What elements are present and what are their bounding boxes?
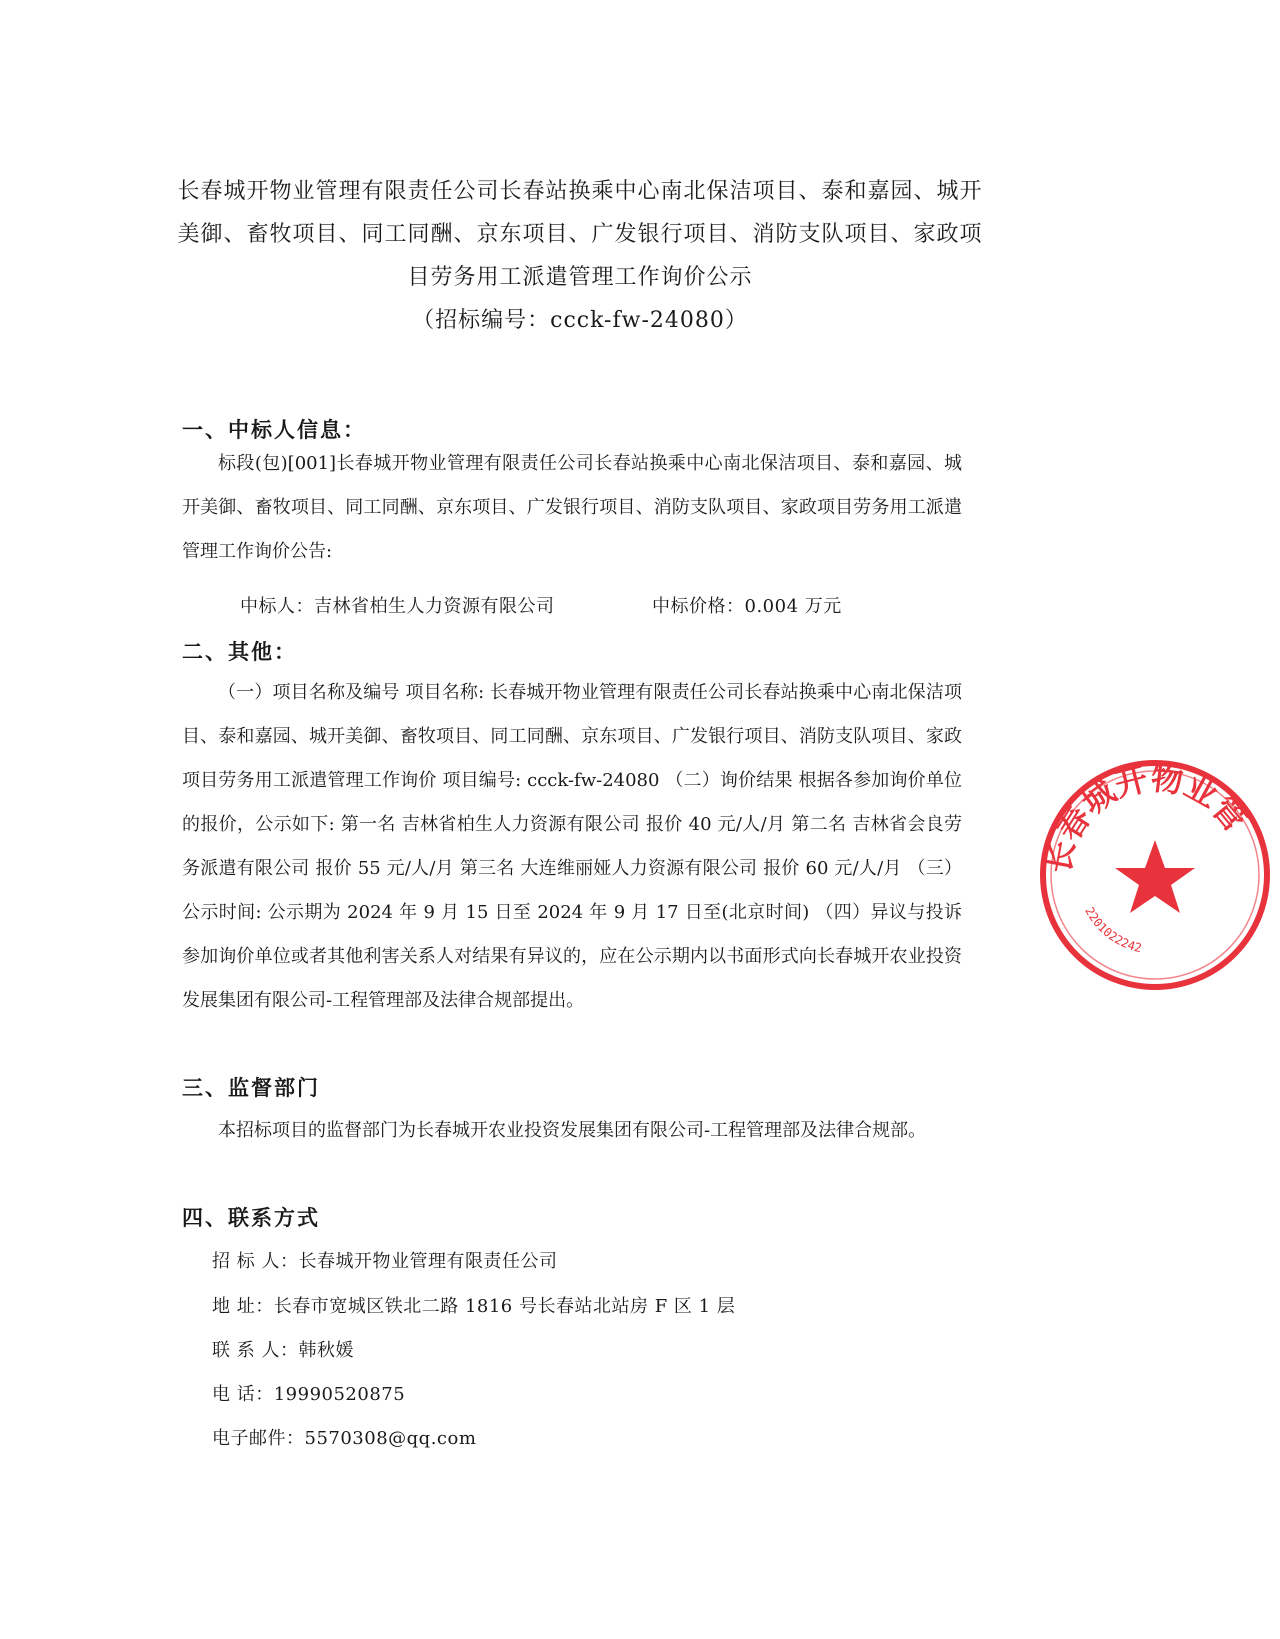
contact-person: 联 系 人：韩秋媛 [212,1340,354,1361]
winner-name: 中标人：吉林省柏生人力资源有限公司 [240,596,555,617]
section-heading-contact: 四、联系方式 [182,1206,320,1230]
title-line-3: 目劳务用工派遣管理工作询价公示 [407,265,753,290]
contact-bidder: 招 标 人：长春城开物业管理有限责任公司 [212,1251,558,1272]
section-heading-other: 二、其他： [182,640,297,664]
other-details: （一）项目名称及编号 项目名称: 长春城开物业管理有限责任公司长春站换乘中心南北保洁项目、泰和嘉园、城开美御、畜牧项目、同工同酬、京东项目、广发银行项目、消防支队项目、家政项目劳务用工派遣管理工作询价 项目编号: ccck-fw-24080 （二）询价结果 根据各参加询价单位的报价，公示如下: 第一名 吉林省柏生人力资源有限公司 报价 40 元/人/月 第二名 吉林省会良劳务派遣有限公司 报价 55 元/人/月 第三名 大连维丽娅人力资源有限公司 报价 60 元/人/月 （三）公示时间: 公示期为 2024 年 9 月 15 日至 2024 年 9 月 17 日至(北京时间) （四）异议与投诉参加询价单位或者其他利害关系人对结果有异议的，应在公示期内以书面形式向长春城开农业投资发展集团有限公司-工程管理部及法律合规部提出。 [182,682,962,1011]
winner-price: 中标价格：0.004 万元 [652,596,842,617]
supervision-text: 本招标项目的监督部门为长春城开农业投资发展集团有限公司-工程管理部及法律合规部。 [218,1120,927,1141]
section-heading-supervision: 三、监督部门 [182,1076,320,1100]
contact-phone: 电 话：19990520875 [212,1384,406,1405]
contact-address: 地 址：长春市宽城区铁北二路 1816 号长春站北站房 F 区 1 层 [212,1296,736,1317]
section-heading-winner: 一、中标人信息： [182,418,366,442]
contact-email: 电子邮件：5570308@qq.com [212,1428,477,1449]
tender-code: （招标编号：ccck-fw-24080） [412,308,748,333]
company-seal [1030,750,1280,1000]
seal-company-text: 长春城开物业管 [1039,758,1254,877]
winner-description: 标段(包)[001]长春城开物业管理有限责任公司长春站换乘中心南北保洁项目、泰和嘉园、城开美御、畜牧项目、同工同酬、京东项目、广发银行项目、消防支队项目、家政项目劳务用工派遣管理工作询价公告: [182,453,962,562]
seal-number: 2201022242 [1082,904,1144,956]
title-line-1: 长春城开物业管理有限责任公司长春站换乘中心南北保洁项目、泰和嘉园、城开 [177,179,983,204]
seal-star-icon [1115,840,1195,913]
document-title [170,170,990,342]
title-line-2: 美御、畜牧项目、同工同酬、京东项目、广发银行项目、消防支队项目、家政项 [177,222,983,247]
